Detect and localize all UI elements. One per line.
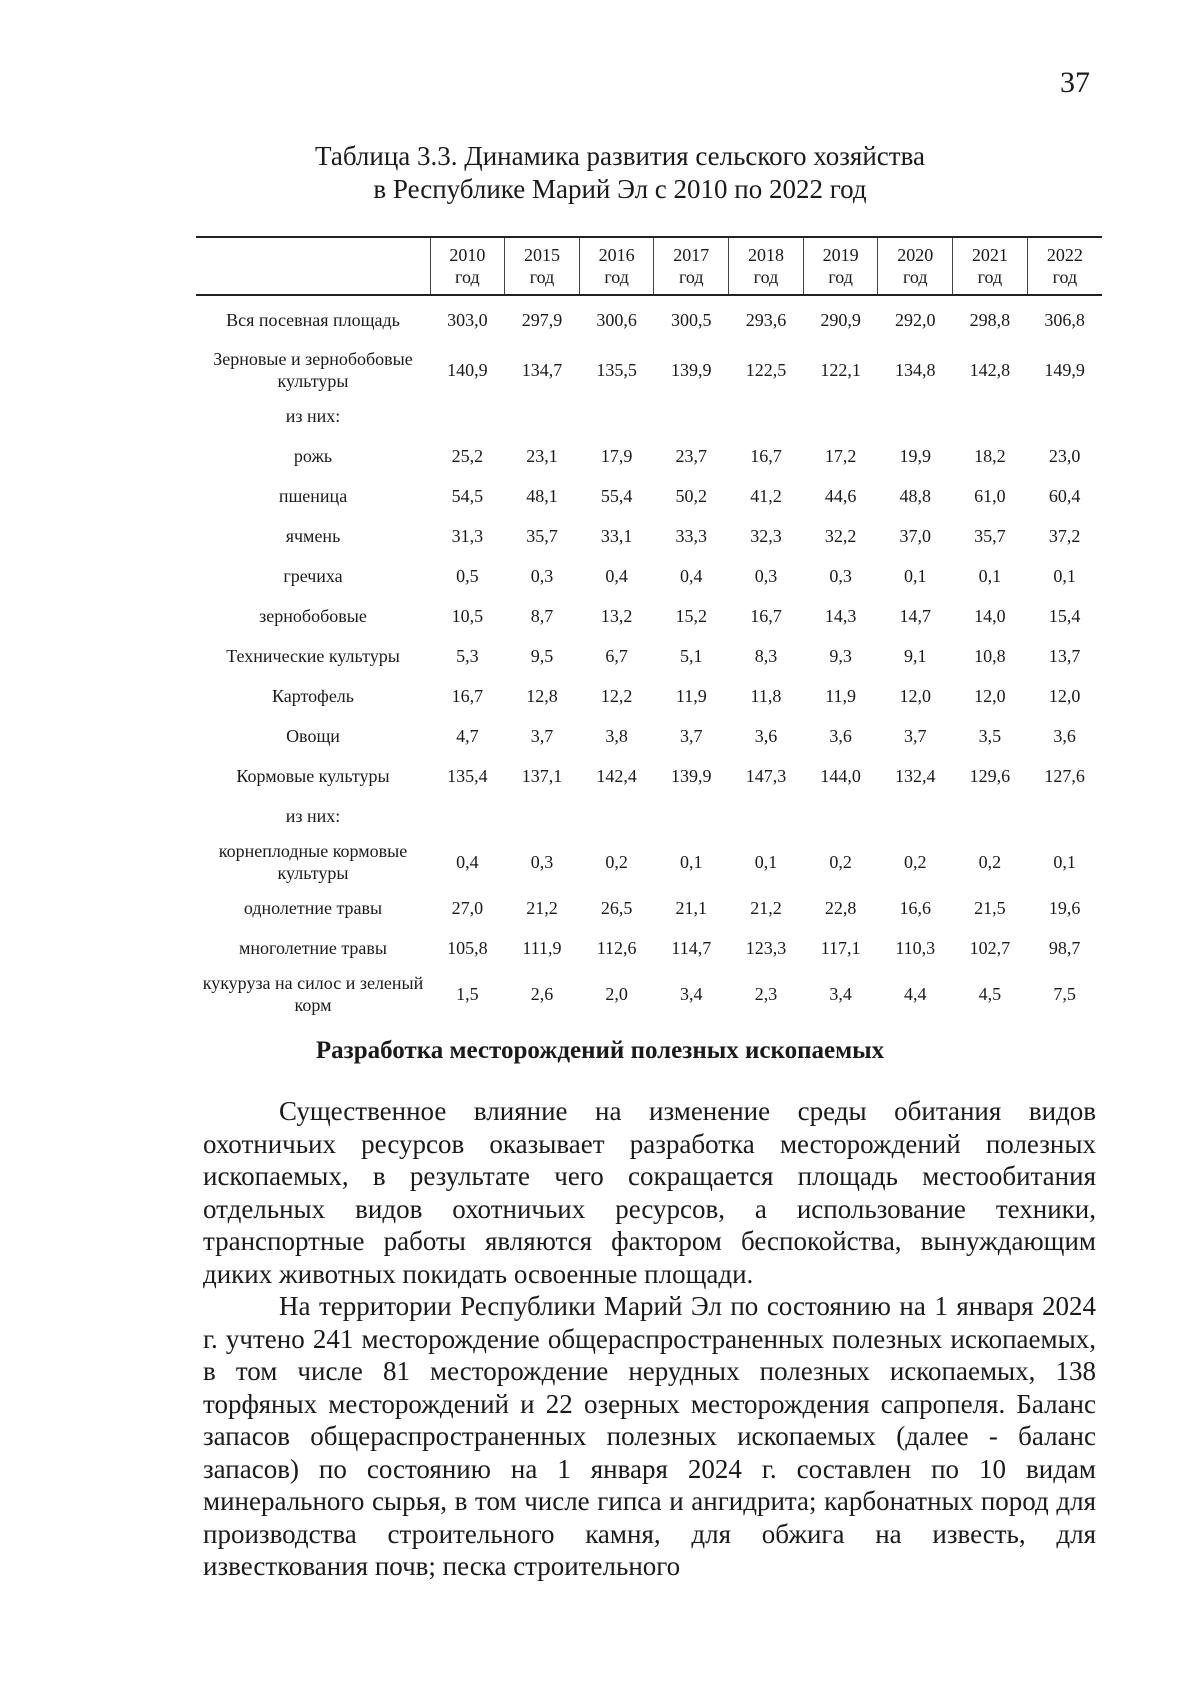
value-cell: 60,4 bbox=[1048, 486, 1081, 506]
value-cell: 290,9 bbox=[820, 310, 861, 330]
value-cell: 102,7 bbox=[969, 938, 1011, 958]
value-cell: 55,4 bbox=[600, 486, 633, 506]
value-cell: 5,1 bbox=[680, 646, 703, 666]
header-year-2019: 2019 год bbox=[803, 237, 878, 295]
value-cell: 12,0 bbox=[1048, 686, 1081, 706]
value-cell: 0,1 bbox=[1053, 852, 1076, 872]
value-cell bbox=[803, 396, 878, 436]
value-cell: 303,0 bbox=[447, 310, 488, 330]
value-cell: 18,2 bbox=[974, 446, 1006, 466]
value-cell bbox=[579, 396, 654, 436]
value-cell: 10,8 bbox=[974, 646, 1006, 666]
value-cell: 16,7 bbox=[750, 446, 782, 466]
page-number: 37 bbox=[1060, 66, 1090, 99]
value-cell bbox=[430, 396, 505, 436]
value-cell: 3,7 bbox=[904, 726, 927, 746]
value-cell: 16,6 bbox=[899, 898, 932, 918]
value-cell: 0,3 bbox=[530, 566, 554, 586]
value-cell: 14,3 bbox=[824, 606, 857, 626]
table-row bbox=[196, 344, 1102, 396]
header-year-2010: 2010 год bbox=[430, 237, 505, 295]
row-label: Зерновые и зернобобовые культуры bbox=[213, 349, 413, 391]
value-cell: 142,8 bbox=[969, 360, 1011, 380]
value-cell: 25,2 bbox=[451, 446, 484, 466]
value-cell: 14,0 bbox=[974, 606, 1006, 626]
value-cell: 21,1 bbox=[675, 898, 708, 918]
value-cell bbox=[579, 796, 654, 836]
row-label: Вся посевная площадь bbox=[226, 310, 400, 330]
row-label: гречиха bbox=[283, 566, 343, 586]
value-cell: 2,3 bbox=[754, 984, 778, 1004]
value-cell: 122,5 bbox=[745, 360, 787, 380]
row-label: корнеплодные кормовые культуры bbox=[218, 841, 408, 883]
table-row bbox=[196, 968, 1102, 1020]
value-cell: 0,2 bbox=[605, 852, 628, 872]
table-row bbox=[196, 295, 1102, 344]
row-label: Овощи bbox=[286, 726, 340, 746]
value-cell: 35,7 bbox=[526, 526, 558, 546]
value-cell: 48,8 bbox=[899, 486, 932, 506]
row-label: многолетние травы bbox=[239, 938, 387, 958]
value-cell: 13,2 bbox=[600, 606, 633, 626]
value-cell: 117,1 bbox=[820, 938, 861, 958]
value-cell: 0,4 bbox=[456, 852, 479, 872]
value-cell: 19,9 bbox=[899, 446, 932, 466]
value-cell: 134,7 bbox=[521, 360, 563, 380]
value-cell: 11,9 bbox=[825, 686, 857, 706]
value-cell: 4,5 bbox=[978, 984, 1002, 1004]
value-cell: 21,2 bbox=[750, 898, 782, 918]
value-cell: 21,2 bbox=[526, 898, 558, 918]
value-cell: 292,0 bbox=[895, 310, 936, 330]
value-cell: 0,1 bbox=[1053, 566, 1076, 586]
value-cell: 139,9 bbox=[671, 360, 712, 380]
value-cell: 23,0 bbox=[1048, 446, 1081, 466]
value-cell: 35,7 bbox=[974, 526, 1006, 546]
row-label: из них: bbox=[285, 806, 341, 826]
value-cell: 10,5 bbox=[451, 606, 484, 626]
table-row bbox=[196, 516, 1102, 556]
value-cell bbox=[1027, 796, 1102, 836]
table-caption-line2: в Республике Марий Эл с 2010 по 2022 год bbox=[373, 174, 867, 204]
value-cell: 142,4 bbox=[596, 766, 637, 786]
value-cell: 8,3 bbox=[754, 646, 778, 666]
value-cell: 2,0 bbox=[605, 984, 628, 1004]
value-cell: 15,2 bbox=[675, 606, 708, 626]
body-text bbox=[203, 1095, 1096, 1583]
value-cell: 0,4 bbox=[605, 566, 628, 586]
row-label: из них: bbox=[285, 406, 341, 426]
header-year-2016: 2016 год bbox=[579, 237, 654, 295]
value-cell: 134,8 bbox=[895, 360, 936, 380]
value-cell: 149,9 bbox=[1044, 360, 1085, 380]
value-cell: 17,9 bbox=[600, 446, 633, 466]
table-row bbox=[196, 636, 1102, 676]
value-cell: 12,0 bbox=[974, 686, 1006, 706]
value-cell: 23,1 bbox=[526, 446, 558, 466]
value-cell: 0,1 bbox=[978, 566, 1002, 586]
value-cell bbox=[803, 796, 878, 836]
value-cell bbox=[505, 396, 580, 436]
value-cell: 112,6 bbox=[596, 938, 637, 958]
value-cell: 27,0 bbox=[451, 898, 484, 918]
value-cell: 14,7 bbox=[899, 606, 932, 626]
row-label: кукуруза на силос и зеленый корм bbox=[202, 973, 424, 1015]
header-year-2021: 2021 год bbox=[953, 237, 1028, 295]
value-cell: 4,7 bbox=[456, 726, 479, 746]
value-cell: 0,1 bbox=[680, 852, 703, 872]
value-cell: 3,5 bbox=[978, 726, 1002, 746]
table-row bbox=[196, 796, 1102, 836]
value-cell: 0,3 bbox=[754, 566, 778, 586]
table-row bbox=[196, 676, 1102, 716]
value-cell: 12,2 bbox=[600, 686, 633, 706]
value-cell: 11,8 bbox=[750, 686, 782, 706]
value-cell: 0,5 bbox=[456, 566, 479, 586]
value-cell: 19,6 bbox=[1048, 898, 1081, 918]
value-cell: 0,3 bbox=[829, 566, 852, 586]
table-row bbox=[196, 396, 1102, 436]
value-cell bbox=[878, 796, 953, 836]
table-row bbox=[196, 476, 1102, 516]
table-row bbox=[196, 756, 1102, 796]
value-cell: 31,3 bbox=[451, 526, 484, 546]
table-row bbox=[196, 928, 1102, 968]
value-cell: 9,3 bbox=[829, 646, 852, 666]
value-cell bbox=[505, 796, 580, 836]
value-cell bbox=[654, 796, 729, 836]
row-label: зернобобовые bbox=[259, 606, 367, 626]
value-cell bbox=[878, 396, 953, 436]
value-cell: 13,7 bbox=[1048, 646, 1081, 666]
value-cell: 9,5 bbox=[530, 646, 554, 666]
value-cell: 123,3 bbox=[745, 938, 787, 958]
value-cell bbox=[430, 796, 505, 836]
value-cell: 37,0 bbox=[899, 526, 932, 546]
row-label: Технические культуры bbox=[226, 646, 400, 666]
header-label-cell bbox=[196, 237, 430, 295]
value-cell: 11,9 bbox=[675, 686, 707, 706]
header-year-2017: 2017 год bbox=[654, 237, 729, 295]
table-row bbox=[196, 888, 1102, 928]
value-cell: 111,9 bbox=[522, 938, 562, 958]
agriculture-table bbox=[196, 236, 1102, 1020]
table-caption-line1: Таблица 3.3. Динамика развития сельского хозяйства bbox=[315, 141, 925, 171]
value-cell: 12,8 bbox=[526, 686, 558, 706]
table-caption bbox=[200, 140, 1040, 206]
value-cell: 33,3 bbox=[675, 526, 708, 546]
value-cell: 3,7 bbox=[680, 726, 703, 746]
value-cell: 16,7 bbox=[451, 686, 484, 706]
value-cell bbox=[729, 396, 804, 436]
value-cell: 144,0 bbox=[820, 766, 861, 786]
value-cell: 17,2 bbox=[824, 446, 857, 466]
value-cell: 6,7 bbox=[605, 646, 628, 666]
table-row bbox=[196, 836, 1102, 888]
value-cell bbox=[1027, 396, 1102, 436]
value-cell: 54,5 bbox=[451, 486, 484, 506]
value-cell: 0,3 bbox=[530, 852, 554, 872]
value-cell: 0,1 bbox=[754, 852, 778, 872]
value-cell: 300,6 bbox=[596, 310, 637, 330]
value-cell: 32,2 bbox=[824, 526, 857, 546]
table-row bbox=[196, 436, 1102, 476]
value-cell: 0,4 bbox=[680, 566, 703, 586]
value-cell: 298,8 bbox=[969, 310, 1011, 330]
section-heading: Разработка месторождений полезных ископаемых bbox=[315, 1037, 885, 1064]
value-cell: 137,1 bbox=[521, 766, 563, 786]
value-cell: 129,6 bbox=[969, 766, 1011, 786]
value-cell: 297,9 bbox=[521, 310, 563, 330]
value-cell: 7,5 bbox=[1053, 984, 1076, 1004]
row-label: Кормовые культуры bbox=[236, 766, 390, 786]
value-cell: 0,2 bbox=[829, 852, 852, 872]
value-cell: 61,0 bbox=[974, 486, 1006, 506]
value-cell: 50,2 bbox=[675, 486, 708, 506]
value-cell: 110,3 bbox=[895, 938, 936, 958]
table-body bbox=[196, 295, 1102, 1020]
value-cell: 8,7 bbox=[530, 606, 554, 626]
value-cell: 122,1 bbox=[820, 360, 861, 380]
header-year-2015: 2015 год bbox=[505, 237, 580, 295]
table-row bbox=[196, 716, 1102, 756]
value-cell: 21,5 bbox=[974, 898, 1006, 918]
value-cell: 26,5 bbox=[600, 898, 633, 918]
value-cell: 15,4 bbox=[1048, 606, 1081, 626]
value-cell bbox=[654, 396, 729, 436]
value-cell: 44,6 bbox=[824, 486, 857, 506]
value-cell: 98,7 bbox=[1048, 938, 1081, 958]
paragraph: На территории Республики Марий Эл по состоянию на 1 января 2024 г. учтено 241 месторождение общераспространенных полезных ископаемых, в том числе 81 месторождение нерудных полезных ископаемых, 138 торфяных месторождений и 22 озерных месторождения сапропеля. Баланс запасов общераспространенных полезных ископаемых (далее - баланс запасов) по состоянию на 1 января 2024 г. составлен по 10 видам минерального сырья, в том числе гипса и ангидрита; карбонатных пород для производства строительного камня, для обжига на известь, для известкования почв; песка строительного bbox=[203, 1291, 1096, 1581]
value-cell: 3,6 bbox=[754, 726, 778, 746]
value-cell: 23,7 bbox=[675, 446, 708, 466]
value-cell: 140,9 bbox=[447, 360, 488, 380]
value-cell: 105,8 bbox=[447, 938, 488, 958]
table-row bbox=[196, 596, 1102, 636]
value-cell: 0,1 bbox=[904, 566, 927, 586]
value-cell: 33,1 bbox=[600, 526, 633, 546]
value-cell: 37,2 bbox=[1048, 526, 1081, 546]
table-row bbox=[196, 556, 1102, 596]
value-cell: 2,6 bbox=[530, 984, 554, 1004]
value-cell: 32,3 bbox=[750, 526, 782, 546]
row-label: Картофель bbox=[272, 686, 354, 706]
value-cell: 293,6 bbox=[745, 310, 787, 330]
value-cell: 127,6 bbox=[1044, 766, 1085, 786]
value-cell: 16,7 bbox=[750, 606, 782, 626]
value-cell: 135,4 bbox=[447, 766, 488, 786]
value-cell: 300,5 bbox=[671, 310, 712, 330]
value-cell: 5,3 bbox=[456, 646, 479, 666]
value-cell: 132,4 bbox=[895, 766, 936, 786]
value-cell bbox=[729, 796, 804, 836]
value-cell: 0,2 bbox=[978, 852, 1002, 872]
header-year-2022: 2022 год bbox=[1027, 237, 1102, 295]
value-cell bbox=[953, 796, 1028, 836]
value-cell: 139,9 bbox=[671, 766, 712, 786]
paragraph: Существенное влияние на изменение среды обитания видов охотничьих ресурсов оказывает разработка месторождений полезных ископаемых, в результате чего сокращается площадь местообитания отдельных видов охотничьих ресурсов, а использование техники, транспортные работы являются фактором беспокойства, вынуждающим диких животных покидать освоенные площади. bbox=[203, 1096, 1096, 1289]
value-cell: 3,6 bbox=[1053, 726, 1076, 746]
value-cell: 48,1 bbox=[526, 486, 558, 506]
value-cell: 3,6 bbox=[829, 726, 852, 746]
row-label: ячмень bbox=[285, 526, 341, 546]
value-cell: 306,8 bbox=[1044, 310, 1085, 330]
row-label: однолетние травы bbox=[243, 898, 383, 918]
value-cell: 147,3 bbox=[745, 766, 787, 786]
value-cell: 114,7 bbox=[671, 938, 712, 958]
value-cell bbox=[953, 396, 1028, 436]
value-cell: 3,7 bbox=[530, 726, 554, 746]
value-cell: 3,4 bbox=[829, 984, 852, 1004]
value-cell: 4,4 bbox=[904, 984, 927, 1004]
row-label: пшеница bbox=[278, 486, 348, 506]
value-cell: 1,5 bbox=[456, 984, 479, 1004]
value-cell: 12,0 bbox=[899, 686, 932, 706]
value-cell: 9,1 bbox=[904, 646, 927, 666]
value-cell: 41,2 bbox=[750, 486, 782, 506]
table-header-row bbox=[196, 237, 1102, 295]
value-cell: 0,2 bbox=[904, 852, 927, 872]
value-cell: 3,4 bbox=[680, 984, 703, 1004]
header-year-2018: 2018 год bbox=[729, 237, 804, 295]
value-cell: 135,5 bbox=[596, 360, 637, 380]
value-cell: 3,8 bbox=[605, 726, 628, 746]
header-year-2020: 2020 год bbox=[878, 237, 953, 295]
value-cell: 22,8 bbox=[824, 898, 857, 918]
row-label: рожь bbox=[293, 446, 333, 466]
